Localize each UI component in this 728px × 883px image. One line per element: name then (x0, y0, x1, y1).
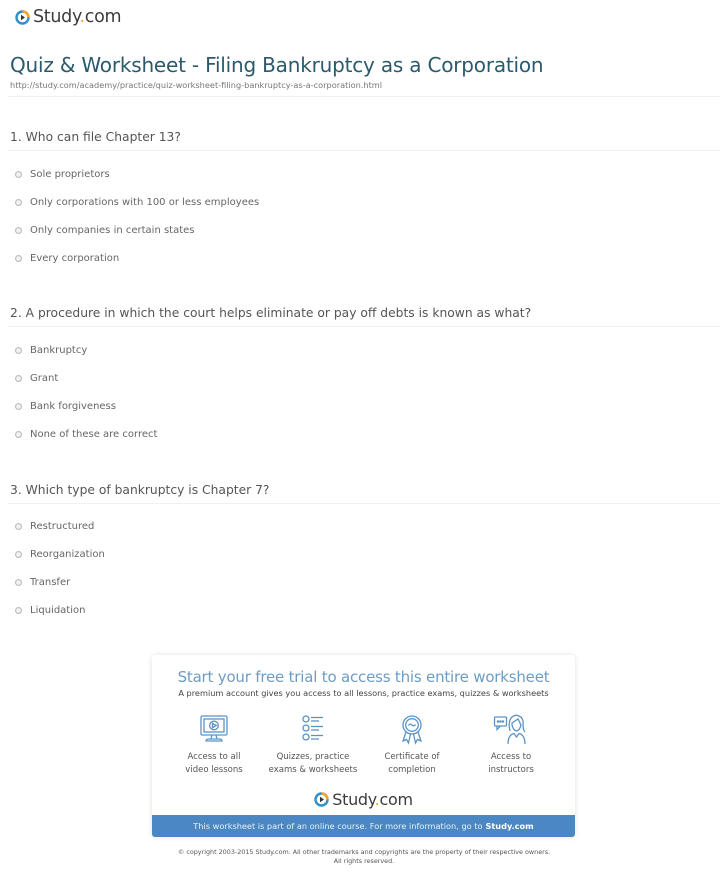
option-q1-c[interactable]: Only companies in certain states (15, 225, 195, 236)
question-2: 2. A procedure in which the court helps eliminate or pay off debts is known as what? (10, 306, 532, 320)
divider (8, 150, 720, 151)
card-study-logo[interactable] (152, 790, 575, 809)
radio-button[interactable] (15, 403, 22, 410)
free-trial-title: Start your free trial to access this entire worksheet (177, 668, 550, 686)
radio-button[interactable] (15, 607, 22, 614)
option-q3-c[interactable]: Transfer (15, 577, 70, 588)
radio-button[interactable] (15, 523, 22, 530)
radio-button[interactable] (15, 551, 22, 558)
option-q1-a[interactable]: Sole proprietors (15, 169, 110, 180)
question-3: 3. Which type of bankruptcy is Chapter 7? (10, 483, 270, 497)
instructor-chat-icon (493, 713, 529, 745)
feature-certificate: Certificate of completion (362, 713, 462, 776)
logo-wordmark: Study.com (33, 7, 122, 27)
option-q3-a[interactable]: Restructured (15, 521, 94, 532)
question-1: 1. Who can file Chapter 13? (10, 130, 181, 144)
play-circle-icon (15, 10, 30, 25)
divider (8, 326, 720, 327)
quiz-list-icon (297, 713, 329, 745)
logo-wordmark: Study.com (332, 790, 413, 809)
free-trial-card[interactable] (152, 655, 575, 837)
certificate-ribbon-icon (396, 713, 428, 745)
free-trial-subtitle: A premium account gives you access to all lessons, practice exams, quizzes & worksheets (178, 688, 549, 698)
option-q2-d[interactable]: None of these are correct (15, 429, 157, 440)
radio-button[interactable] (15, 255, 22, 262)
option-q1-b[interactable]: Only corporations with 100 or less employees (15, 197, 259, 208)
option-q3-d[interactable]: Liquidation (15, 605, 85, 616)
option-q3-b[interactable]: Reorganization (15, 549, 105, 560)
copyright-footer: © copyright 2003-2015 Study.com. All other trademarks and copyrights are the property of their respective owners. All rights reserved. (177, 848, 551, 865)
feature-instructors: Access to instructors (461, 713, 561, 776)
radio-button[interactable] (15, 227, 22, 234)
play-circle-icon (314, 792, 329, 807)
divider (8, 96, 720, 97)
option-q2-b[interactable]: Grant (15, 373, 58, 384)
option-q1-d[interactable]: Every corporation (15, 253, 119, 264)
study-logo[interactable] (15, 6, 121, 28)
radio-button[interactable] (15, 579, 22, 586)
radio-button[interactable] (15, 171, 22, 178)
radio-button[interactable] (15, 347, 22, 354)
feature-video-lessons: Access to all video lessons (164, 713, 264, 776)
divider (8, 503, 720, 504)
radio-button[interactable] (15, 375, 22, 382)
course-info-banner: This worksheet is part of an online course. For more information, go to Study.com (152, 815, 575, 837)
study-link[interactable]: Study.com (485, 821, 534, 831)
radio-button[interactable] (15, 199, 22, 206)
page-title: Quiz & Worksheet - Filing Bankruptcy as a Corporation (10, 53, 544, 77)
radio-button[interactable] (15, 431, 22, 438)
option-q2-a[interactable]: Bankruptcy (15, 345, 87, 356)
video-monitor-icon (198, 713, 230, 745)
option-q2-c[interactable]: Bank forgiveness (15, 401, 116, 412)
feature-quizzes: Quizzes, practice exams & worksheets (263, 713, 363, 776)
page-url[interactable]: http://study.com/academy/practice/quiz-worksheet-filing-bankruptcy-as-a-corporation.html (10, 80, 383, 90)
